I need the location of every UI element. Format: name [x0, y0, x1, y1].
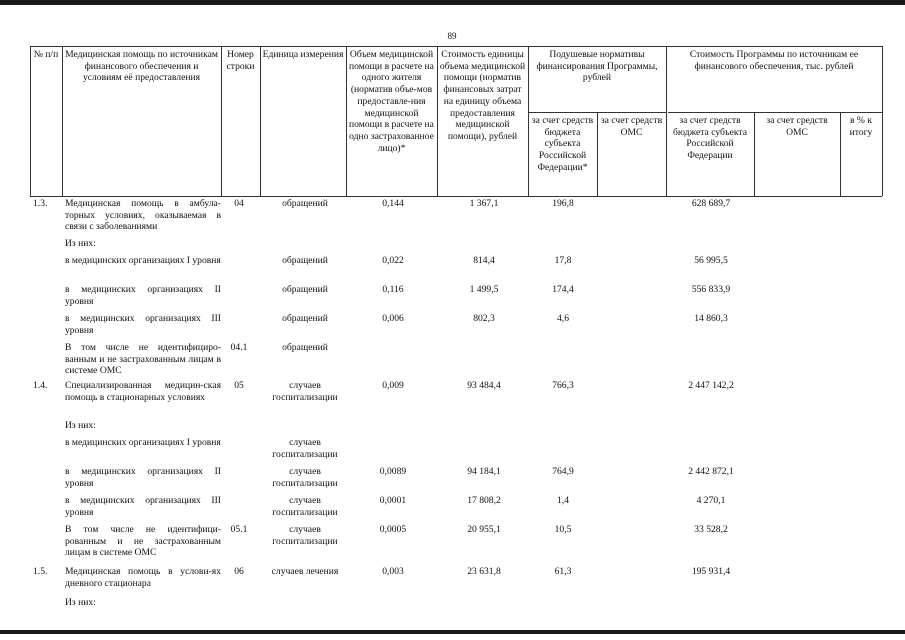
header-norms-group: Подушевые нормативы финансирования Программы, рублей: [536, 49, 658, 84]
row-total-budget: 4 270,1: [696, 495, 726, 506]
row-name: Специализированная медицин-ская помощь в стационарных условиях: [65, 380, 221, 403]
row-volume: 0,0005: [379, 524, 407, 535]
row-volume: 0,022: [382, 255, 404, 266]
row-cost: 1 367,1: [469, 198, 499, 209]
row-code: 05.1: [230, 524, 248, 535]
row-cost: 23 631,8: [467, 566, 501, 577]
row-code: 04.1: [230, 342, 248, 353]
row-total-budget: 2 442 872,1: [688, 466, 734, 477]
row-code: 05: [234, 380, 244, 391]
row-unit: обращений: [282, 342, 328, 353]
row-name: в медицинских организациях II уровня: [65, 284, 221, 307]
row-cost: 814,4: [473, 255, 495, 266]
header-bottom-rule: [30, 196, 882, 197]
top-border-rule: [0, 0, 905, 5]
row-norm-budget: 764,9: [552, 466, 574, 477]
header-norms-oms: за счет средств ОМС: [600, 115, 663, 138]
row-number: 1.4.: [33, 380, 48, 391]
row-unit: случаев госпитализации: [272, 380, 338, 403]
page-number: 89: [447, 31, 457, 41]
row-unit: случаев госпитализации: [272, 437, 338, 460]
header-unit: Единица измерения: [262, 49, 344, 60]
row-norm-budget: 4,6: [557, 313, 569, 324]
row-norm-budget: 61,3: [554, 566, 572, 577]
header-cost-oms: за счет средств ОМС: [766, 115, 828, 138]
header-code: Номер строки: [226, 49, 255, 72]
header-top-rule: [30, 46, 882, 47]
row-number: 1.5.: [33, 566, 48, 577]
row-code: 04: [234, 198, 244, 209]
row-cost: 94 184,1: [467, 466, 501, 477]
row-name: в медицинских организациях III уровня: [65, 495, 221, 518]
row-subheading: Из них:: [65, 238, 96, 249]
row-norm-budget: 766,3: [552, 380, 574, 391]
row-unit: обращений: [282, 284, 328, 295]
row-volume: 0,144: [382, 198, 404, 209]
row-number: 1.3.: [33, 198, 48, 209]
row-name: в медицинских организациях II уровня: [65, 466, 221, 489]
row-total-budget: 14 860,3: [694, 313, 728, 324]
row-norm-budget: 17,8: [554, 255, 572, 266]
row-unit: случаев госпитализации: [272, 524, 338, 547]
header-cost: Стоимость единицы объема медицинской помощи (норматив финансовых затрат на единицу объема предоставления медицинской помощи), рублей: [439, 49, 526, 142]
row-volume: 0,116: [382, 284, 404, 295]
row-total-budget: 33 528,2: [694, 524, 728, 535]
row-volume: 0,0001: [379, 495, 407, 506]
row-unit: обращений: [282, 313, 328, 324]
row-name: Медицинская помощь в услови-ях дневного стационара: [65, 566, 221, 589]
row-total-budget: 2 447 142,2: [688, 380, 734, 391]
row-name: в медицинских организациях I уровня: [65, 255, 221, 266]
row-name: В том числе не идентифициро-ванным и не застрахованным лицам в системе ОМС: [65, 342, 221, 377]
row-cost: 1 499,5: [469, 284, 499, 295]
header-num: № п/п: [33, 49, 59, 60]
row-total-budget: 56 995,5: [694, 255, 728, 266]
row-cost: 17 808,2: [467, 495, 501, 506]
row-unit: обращений: [282, 255, 328, 266]
row-cost: 802,3: [473, 313, 495, 324]
row-subheading: Из них:: [65, 597, 96, 608]
header-cost-group: Стоимость Программы по источникам ее финансового обеспечения, тыс. рублей: [689, 49, 859, 72]
row-name: Медицинская помощь в амбула-торных условиях, оказываемая в связи с заболеваниями: [65, 198, 221, 233]
row-name: в медицинских организациях III уровня: [65, 313, 221, 336]
row-unit: случаев лечения: [271, 566, 339, 577]
bottom-border-rule: [0, 630, 905, 634]
row-total-budget: 556 833,9: [691, 284, 731, 295]
row-subheading: Из них:: [65, 420, 96, 431]
column-divider: [30, 46, 31, 196]
row-norm-budget: 10,5: [554, 524, 572, 535]
row-volume: 0,0089: [379, 466, 407, 477]
row-norm-budget: 1,4: [557, 495, 569, 506]
row-volume: 0,003: [382, 566, 404, 577]
column-divider: [882, 46, 883, 196]
header-cost-budget: за счет средств бюджета субъекта Российской Федерации: [673, 115, 747, 162]
row-name: в медицинских организациях I уровня: [65, 437, 221, 448]
row-unit: обращений: [282, 198, 328, 209]
row-code: 06: [234, 566, 244, 577]
column-divider: [260, 46, 261, 196]
row-name: В том числе не идентифици-рованным и не застрахованным лицам в системе ОМС: [65, 524, 221, 559]
row-total-budget: 628 689,7: [691, 198, 731, 209]
row-cost: 20 955,1: [467, 524, 501, 535]
header-norms-budget: за счет средств бюджета субъекта Российской Федерации*: [531, 115, 594, 173]
row-volume: 0,009: [382, 380, 404, 391]
cost-subheader-rule: [668, 112, 882, 113]
row-unit: случаев госпитализации: [272, 466, 338, 489]
row-norm-budget: 196,8: [552, 198, 574, 209]
row-unit: случаев госпитализации: [272, 495, 338, 518]
row-cost: 93 484,4: [467, 380, 501, 391]
row-norm-budget: 174,4: [552, 284, 574, 295]
header-volume: Объем медицинской помощи в расчете на одного жителя (норматив объе-мов предоставле-ния медицинской помощи в расчете на одно застрахованное лицо)*: [349, 49, 434, 154]
row-total-budget: 195 931,4: [691, 566, 731, 577]
row-volume: 0,006: [382, 313, 404, 324]
header-name: Медицинская помощь по источникам финансового обеспечения и условиям её предоставления: [65, 49, 218, 84]
header-cost-percent: в % к итогу: [849, 115, 873, 138]
